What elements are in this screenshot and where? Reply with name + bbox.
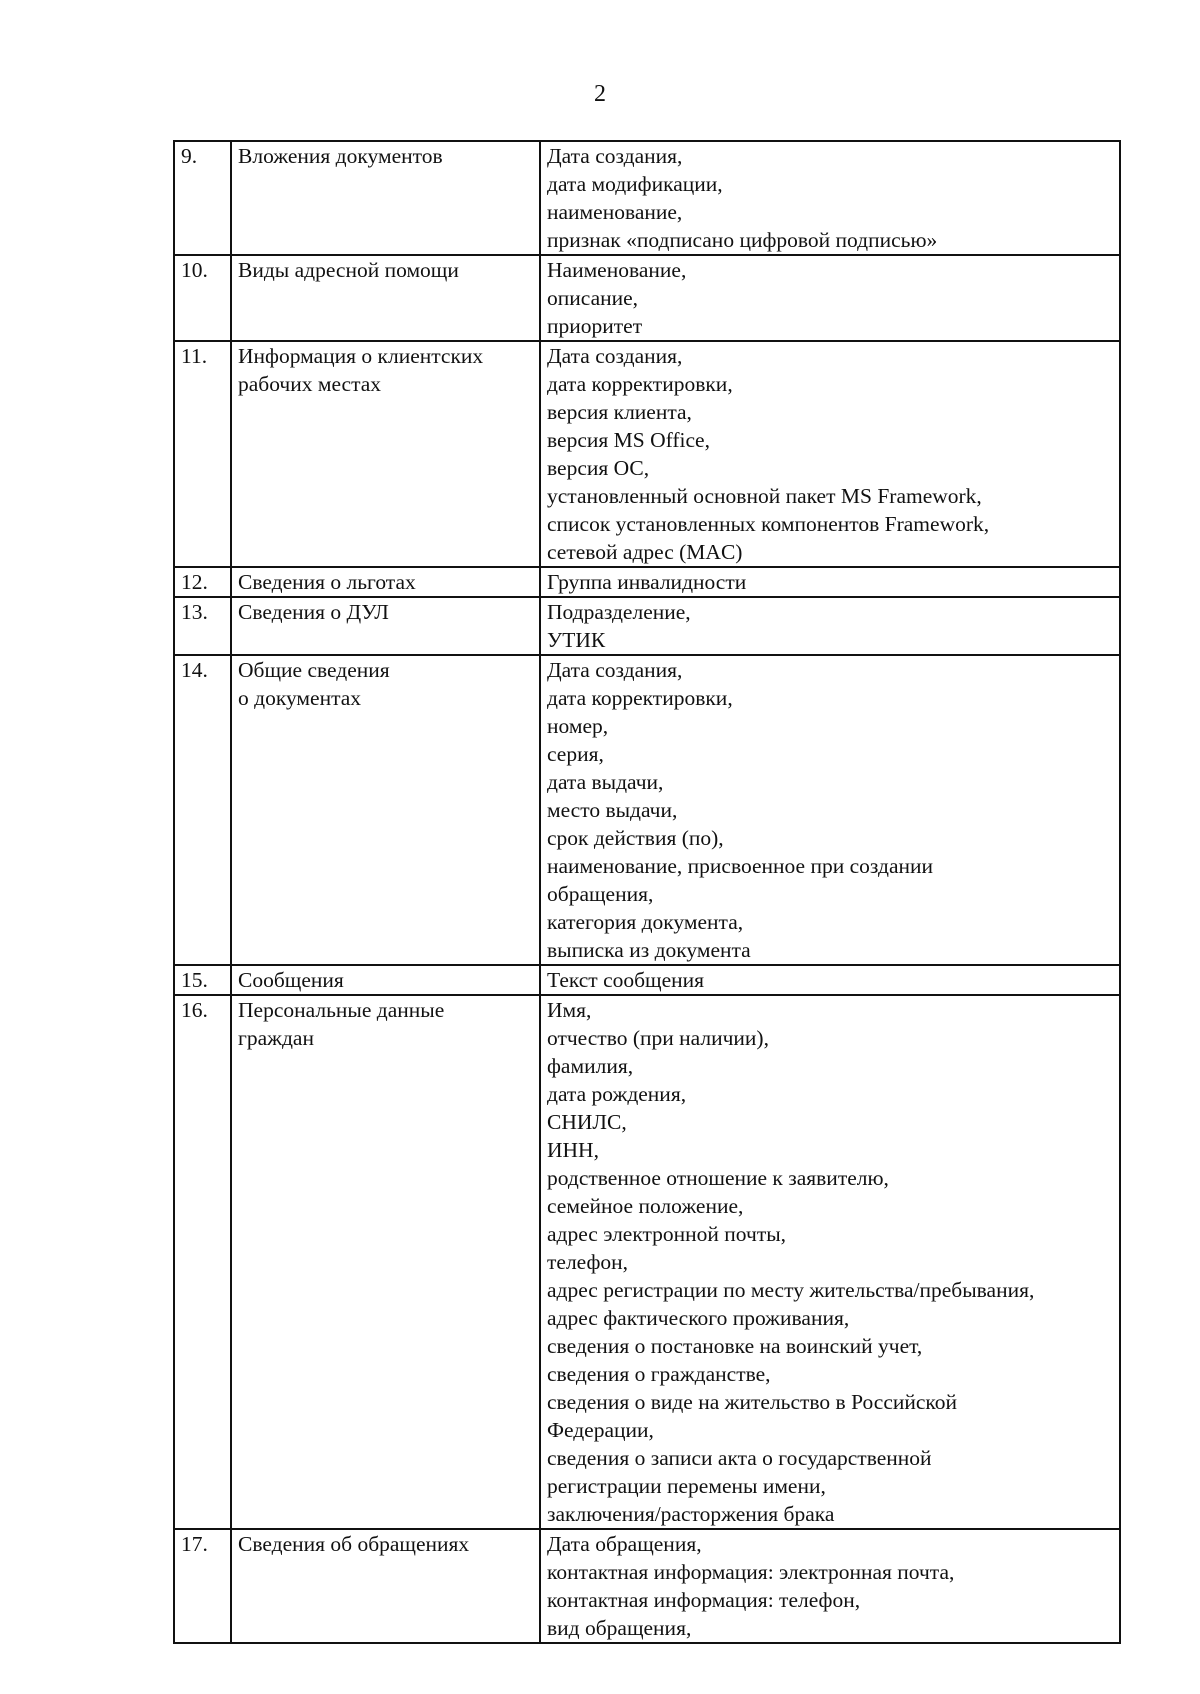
field-line: Имя, xyxy=(547,998,592,1022)
row-fields xyxy=(540,995,1120,1529)
table-row xyxy=(174,141,1120,255)
table-row xyxy=(174,995,1120,1529)
category-line: Сведения о льготах xyxy=(238,570,416,594)
row-category xyxy=(231,567,540,597)
category-line: Сведения о ДУЛ xyxy=(238,600,389,624)
field-line: дата корректировки, xyxy=(547,686,733,710)
row-number: 17. xyxy=(174,1529,231,1643)
field-line: версия ОС, xyxy=(547,456,650,480)
field-line: серия, xyxy=(547,742,604,766)
row-fields xyxy=(540,655,1120,965)
field-line: адрес фактического проживания, xyxy=(547,1306,850,1330)
row-category xyxy=(231,965,540,995)
field-line: сведения о гражданстве, xyxy=(547,1362,771,1386)
field-line: телефон, xyxy=(547,1250,629,1274)
row-number: 11. xyxy=(174,341,231,567)
field-line: Подразделение, xyxy=(547,600,691,624)
row-number: 15. xyxy=(174,965,231,995)
field-line: СНИЛС, xyxy=(547,1110,627,1134)
row-number: 13. xyxy=(174,597,231,655)
category-line: Персональные данные xyxy=(238,998,445,1022)
field-line: УТИК xyxy=(547,628,606,652)
row-category xyxy=(231,655,540,965)
row-number: 16. xyxy=(174,995,231,1529)
category-line: Вложения документов xyxy=(238,144,443,168)
field-line: Дата создания, xyxy=(547,144,683,168)
field-line: сведения о записи акта о государственной xyxy=(547,1446,932,1470)
field-line: семейное положение, xyxy=(547,1194,744,1218)
field-line: сетевой адрес (MAC) xyxy=(547,540,743,564)
row-fields xyxy=(540,255,1120,341)
category-line: о документах xyxy=(238,686,362,710)
field-line: выписка из документа xyxy=(547,938,751,962)
table-row xyxy=(174,341,1120,567)
field-line: дата корректировки, xyxy=(547,372,733,396)
field-line: Дата обращения, xyxy=(547,1532,702,1556)
field-line: адрес регистрации по месту жительства/пребывания, xyxy=(547,1278,1035,1302)
field-line: номер, xyxy=(547,714,609,738)
field-line: регистрации перемены имени, xyxy=(547,1474,826,1498)
field-line: категория документа, xyxy=(547,910,744,934)
row-number: 10. xyxy=(174,255,231,341)
field-line: дата модификации, xyxy=(547,172,723,196)
field-line: версия MS Office, xyxy=(547,428,710,452)
page-number: 2 xyxy=(594,81,606,107)
row-category xyxy=(231,141,540,255)
table-row xyxy=(174,965,1120,995)
field-line: Федерации, xyxy=(547,1418,654,1442)
field-line: фамилия, xyxy=(547,1054,634,1078)
field-line: Наименование, xyxy=(547,258,687,282)
row-fields xyxy=(540,141,1120,255)
row-number: 9. xyxy=(174,141,231,255)
category-line: Виды адресной помощи xyxy=(238,258,459,282)
row-fields xyxy=(540,965,1120,995)
row-fields xyxy=(540,567,1120,597)
field-line: сведения о виде на жительство в Российской xyxy=(547,1390,958,1414)
table-row xyxy=(174,567,1120,597)
category-line: рабочих местах xyxy=(238,372,382,396)
field-line: отчество (при наличии), xyxy=(547,1026,769,1050)
row-category xyxy=(231,1529,540,1643)
field-line: срок действия (по), xyxy=(547,826,724,850)
table-row xyxy=(174,1529,1120,1643)
row-number: 12. xyxy=(174,567,231,597)
table-row xyxy=(174,655,1120,965)
field-line: Группа инвалидности xyxy=(547,570,747,594)
field-line: вид обращения, xyxy=(547,1616,692,1640)
row-category xyxy=(231,597,540,655)
row-fields xyxy=(540,341,1120,567)
field-line: установленный основной пакет MS Framework, xyxy=(547,484,982,508)
table-row xyxy=(174,255,1120,341)
field-line: описание, xyxy=(547,286,639,310)
field-line: дата выдачи, xyxy=(547,770,664,794)
field-line: адрес электронной почты, xyxy=(547,1222,787,1246)
field-line: список установленных компонентов Framework, xyxy=(547,512,990,536)
field-line: Дата создания, xyxy=(547,344,683,368)
table-row xyxy=(174,597,1120,655)
field-line: родственное отношение к заявителю, xyxy=(547,1166,889,1190)
field-line: контактная информация: телефон, xyxy=(547,1588,861,1612)
row-category xyxy=(231,341,540,567)
row-fields xyxy=(540,597,1120,655)
field-line: заключения/расторжения брака xyxy=(547,1502,835,1526)
category-line: Информация о клиентских xyxy=(238,344,484,368)
field-line: версия клиента, xyxy=(547,400,692,424)
field-line: сведения о постановке на воинский учет, xyxy=(547,1334,923,1358)
category-line: Общие сведения xyxy=(238,658,390,682)
row-category xyxy=(231,255,540,341)
category-line: граждан xyxy=(238,1026,314,1050)
field-line: Дата создания, xyxy=(547,658,683,682)
data-table xyxy=(173,140,1121,1644)
row-fields xyxy=(540,1529,1120,1643)
field-line: наименование, присвоенное при создании xyxy=(547,854,934,878)
field-line: контактная информация: электронная почта, xyxy=(547,1560,955,1584)
field-line: приоритет xyxy=(547,314,643,338)
field-line: обращения, xyxy=(547,882,654,906)
field-line: дата рождения, xyxy=(547,1082,687,1106)
field-line: ИНН, xyxy=(547,1138,599,1162)
category-line: Сведения об обращениях xyxy=(238,1532,470,1556)
field-line: Текст сообщения xyxy=(547,968,705,992)
row-category xyxy=(231,995,540,1529)
field-line: место выдачи, xyxy=(547,798,678,822)
field-line: признак «подписано цифровой подписью» xyxy=(547,228,938,252)
category-line: Сообщения xyxy=(238,968,344,992)
row-number: 14. xyxy=(174,655,231,965)
table-body xyxy=(174,141,1120,1643)
field-line: наименование, xyxy=(547,200,683,224)
